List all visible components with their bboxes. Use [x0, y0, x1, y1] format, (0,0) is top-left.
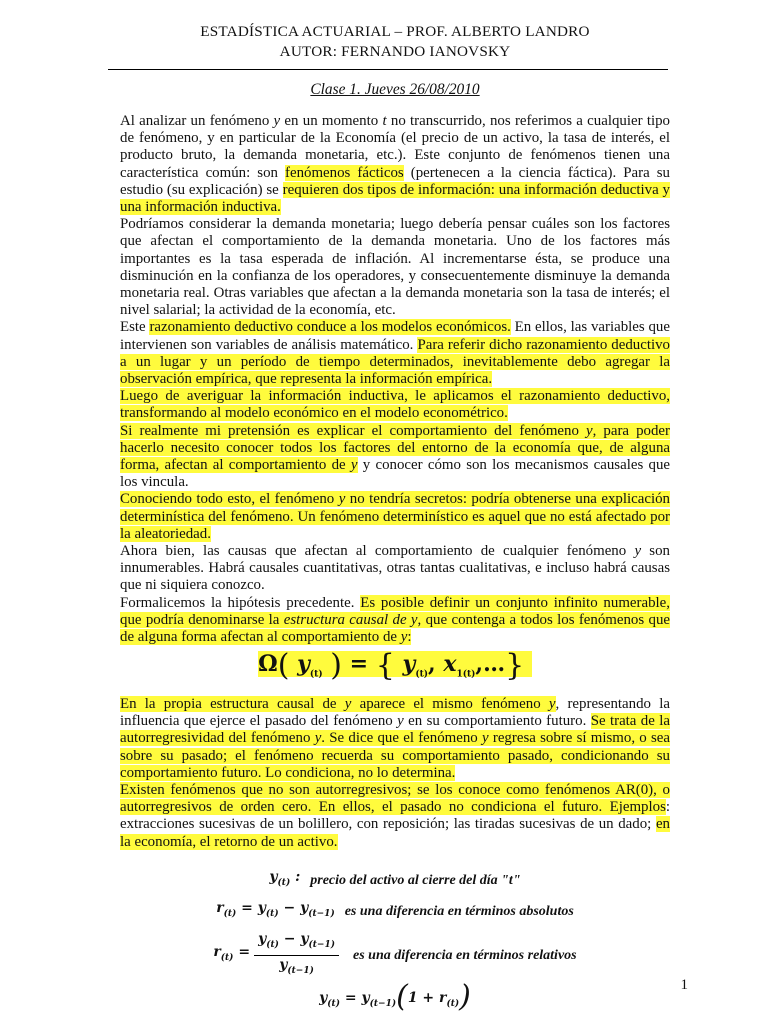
- highlight: fenómenos fácticos: [285, 164, 404, 181]
- highlight: en la economía, el retorno de un activo.: [120, 816, 670, 850]
- causal-structure-equation: [120, 648, 670, 684]
- formula-price: $y_{(t)}$ : precio del activo al cierre del día "t": [269, 868, 521, 888]
- highlight: requieren dos tipos de información: una información deductiva y una información inductiva.: [120, 181, 670, 216]
- paragraph-10: Existen fenómenos que no son autorregresivos; se los conoce como fenómenos AR(0), o autorregresivos de orden cero. En ellos, el pasado no condiciona el futuro. Ejemplos: extracciones sucesivas de un bolillero, con reposición; las tiradas sucesivas de un dado; en la economía, el retorno de un activo.: [120, 781, 670, 850]
- highlight: Luego de averiguar la información inductiva, le aplicamos el razonamiento deductivo, transformando al modelo económico en el modelo econométrico.: [120, 388, 670, 422]
- formula-relative-return: $r_{(t)}$ = $\frac{y_{(t)} - y_{(t-1)}}{y_{(t-1)}}$ es una diferencia en términos relativos: [213, 930, 577, 976]
- paragraph-2: Podríamos considerar la demanda monetaria; luego debería pensar cuáles son los factores que afectan el comportamiento de la demanda monetaria. Uno de los factores más importantes es la tasa esperada de inflación. Al incrementarse ésta, se produce una disminución en la confianza de los operadores, y consecuentemente disminuye la demanda monetaria real. Otras variables que afectan a la demanda monetaria son la tasa de interés; el nivel salarial; la actividad de la economía, etc.: [120, 216, 670, 319]
- paragraph-8: Formalicemos la hipótesis precedente. Es posible definir un conjunto infinito numerable, que podría denominarse la estructura causal de y, que contenga a todos los fenómenos que de alguna forma afectan al comportamiento de y:: [120, 594, 671, 646]
- class-date: Clase 1. Jueves 26/08/2010: [310, 81, 480, 98]
- highlight: Si realmente mi pretensión es explicar el comportamiento del fenómeno y, para poder hacerlo necesito conocer todos los factores del entorno de la economía que, de alguna forma, afectan al comportamiento de y: [120, 422, 670, 474]
- highlight: razonamiento deductivo conduce a los modelos económicos.: [149, 319, 511, 336]
- header-author-line: AUTOR: FERNANDO IANOVSKY: [279, 43, 511, 60]
- highlight: Conociendo todo esto, el fenómeno y no tendría secretos: podría obtenerse una explicación determinística del fenómeno. Un fenómeno determinístico es aquel que no está afectado por la aleatoriedad.: [120, 491, 670, 542]
- paragraph-5: Si realmente mi pretensión es explicar el comportamiento del fenómeno y, para poder hacerlo necesito conocer todos los factores del entorno de la economía que, de alguna forma, afectan al comportamiento de y y conocer cómo son los mecanismos causales que los vincula.: [120, 422, 670, 491]
- highlight: Existen fenómenos que no son autorregresivos; se los conoce como fenómenos AR(0), o autorregresivos de orden cero. En ellos, el pasado no condiciona el futuro. Ejemplos: [120, 781, 670, 816]
- paragraph-3: Este razonamiento deductivo conduce a los modelos económicos. En ellos, las variables que intervienen son variables de análisis matemático. Para referir dicho razonamiento deductivo a un lugar y un período de tiempo determinados, inevitablemente debo agregar la observación empírica, que representa la información empírica.: [120, 319, 670, 388]
- page-number: 1: [680, 977, 688, 993]
- highlight: Se trata de la autorregresividad del fenómeno y. Se dice que el fenómeno y regresa sobre sí mismo, o sea sobre su pasado; el fenómeno recuerda su comportamiento pasado, condicionando su comportamiento futuro. Lo condiciona, no lo determina.: [120, 713, 671, 781]
- highlight: Para referir dicho razonamiento deductivo a un lugar y un período de tiempo determinados, inevitablemente debo agregar la observación empírica, que representa la información empírica.: [120, 336, 670, 388]
- document-body: [120, 113, 670, 1013]
- header-course-line: ESTADÍSTICA ACTUARIAL – PROF. ALBERTO LANDRO: [200, 23, 590, 40]
- formula-absolute-return: $r_{(t)} = y_{(t)} - y_{(t-1)}$ es una diferencia en términos absolutos: [216, 899, 574, 919]
- paragraph-9: En la propia estructura causal de y aparece el mismo fenómeno y, representando la influencia que ejerce el pasado del fenómeno y en su comportamiento futuro. Se trata de la autorregresividad del fenómeno y. Se dice que el fenómeno y regresa sobre sí mismo, o sea sobre su pasado; el fenómeno recuerda su comportamiento pasado, condicionando su comportamiento futuro. Lo condiciona, no lo determina.: [120, 695, 671, 781]
- formula-price-recursion: $y_{(t)} = y_{(t-1)}(1 + r_{(t)})$: [319, 978, 471, 1014]
- highlight: Es posible definir un conjunto infinito numerable, que podría denominarse la estructura causal de y, que contenga a todos los fenómenos que de alguna forma afectan al comportamiento de y:: [120, 594, 671, 646]
- paragraph-4: [120, 388, 670, 422]
- equation-highlight: Ω( $y_{(t)}$ ) = { $y_{(t)}$, $x_{1(t)},\dots$}: [258, 651, 532, 677]
- highlight: En la propia estructura causal de y aparece el mismo fenómeno y: [120, 695, 556, 712]
- paragraph-6: [120, 491, 670, 543]
- paragraph-7: Ahora bien, las causas que afectan al comportamiento de cualquier fenómeno y son innumerables. Habrá causales cuantitativas, otras tantas cualitativas, e incluso habrá causas que ni siquiera conozco.: [120, 543, 670, 594]
- return-formulas: [120, 869, 670, 1013]
- header-rule: [108, 69, 668, 70]
- paragraph-1: Al analizar un fenómeno y en un momento t no transcurrido, nos referimos a cualquier tipo de fenómeno, y en particular de la Economía (el precio de un activo, la tasa de interés, el producto bruto, la demanda monetaria, etc.). Este conjunto de fenómenos tienen una característica común: son fenómenos fácticos (pertenecen a la ciencia fáctica). Para su estudio (su explicación) se requieren dos tipos de información: una información deductiva y una información inductiva.: [120, 113, 671, 216]
- page-header: [120, 0, 670, 62]
